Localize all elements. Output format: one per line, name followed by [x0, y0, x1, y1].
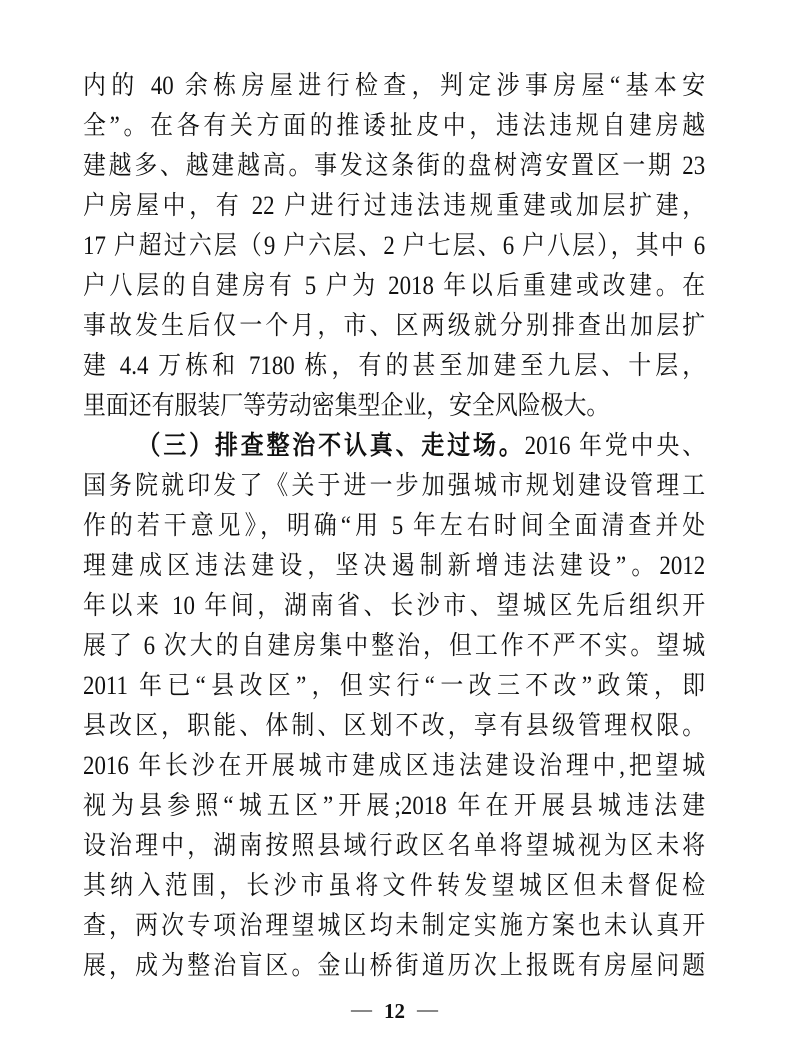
line-text: 全”。在各有关方面的推诿扯皮中，违法违规自建房越 [83, 111, 706, 140]
text-line [83, 106, 705, 146]
text-line [83, 826, 705, 866]
section-heading-lead: （三）排查整治不认真、走过场。 [137, 431, 525, 460]
text-line [83, 546, 705, 586]
line-text: 内的 40 余栋房屋进行检查，判定涉事房屋“基本安 [83, 71, 706, 100]
line-text: 事故发生后仅一个月，市、区两级就分别排查出加层扩 [83, 311, 706, 340]
line-text: 建越多、越建越高。事发这条街的盘树湾安置区一期 23 [83, 151, 706, 180]
text-line [83, 226, 705, 266]
line-text: 查，两次专项治理望城区均未制定实施方案也未认真开 [83, 911, 706, 940]
text-line [83, 146, 705, 186]
line-text: 17 户超过六层（9 户六层、2 户七层、6 户八层），其中 6 [83, 231, 706, 260]
text-line [83, 266, 705, 306]
footer-page-number: 12 [384, 999, 405, 1023]
text-line [83, 786, 705, 826]
line-text: 理建成区违法建设，坚决遏制新增违法建设”。2012 [83, 551, 706, 580]
line-text: 户八层的自建房有 5 户为 2018 年以后重建或改建。在 [83, 271, 706, 300]
text-line [83, 306, 705, 346]
text-line [83, 626, 705, 666]
text-line [83, 746, 705, 786]
footer-dash-left: — [351, 997, 372, 1021]
line-text: 2016 年长沙在开展城市建成区违法建设治理中,把望城 [83, 751, 706, 780]
text-line [83, 186, 705, 226]
line-text: 展了 6 次大的自建房集中整治，但工作不严不实。望城 [83, 631, 706, 660]
text-line [83, 66, 705, 106]
document-body [83, 66, 789, 986]
page-footer [0, 996, 789, 1026]
text-line [83, 666, 705, 706]
text-line [83, 946, 705, 986]
line-text: 年以来 10 年间，湖南省、长沙市、望城区先后组织开 [83, 591, 706, 620]
line-text: 户房屋中，有 22 户进行过违法违规重建或加层扩建， [83, 191, 706, 220]
line-text: 作的若干意见》，明确“用 5 年左右时间全面清查并处 [83, 511, 706, 540]
line-text: 其纳入范围，长沙市虽将文件转发望城区但未督促检 [83, 871, 706, 900]
text-line [83, 866, 705, 906]
line-text: 视为县参照“城五区”开展;2018 年在开展县城违法建 [83, 791, 706, 820]
text-line [83, 466, 705, 506]
text-line [83, 506, 705, 546]
line-text: 2016 年党中央、 [524, 431, 706, 460]
line-text: 里面还有服装厂等劳动密集型企业，安全风险极大。 [83, 391, 610, 420]
text-line [83, 586, 705, 626]
line-text: 建 4.4 万栋和 7180 栋，有的甚至加建至九层、十层， [83, 351, 706, 380]
line-text: 2011 年已“县改区”，但实行“一改三不改”政策，即 [83, 671, 706, 700]
text-line [83, 346, 705, 386]
line-text: 国务院就印发了《关于进一步加强城市规划建设管理工 [83, 471, 706, 500]
text-line [83, 706, 705, 746]
text-line [83, 426, 705, 466]
footer-dash-right: — [417, 997, 438, 1021]
text-line [83, 906, 705, 946]
text-line [83, 386, 705, 426]
line-text: 设治理中，湖南按照县域行政区名单将望城视为区未将 [83, 831, 706, 860]
line-text: 县改区，职能、体制、区划不改，享有县级管理权限。 [83, 711, 706, 740]
line-text: 展，成为整治盲区。金山桥街道历次上报既有房屋问题 [83, 951, 706, 980]
